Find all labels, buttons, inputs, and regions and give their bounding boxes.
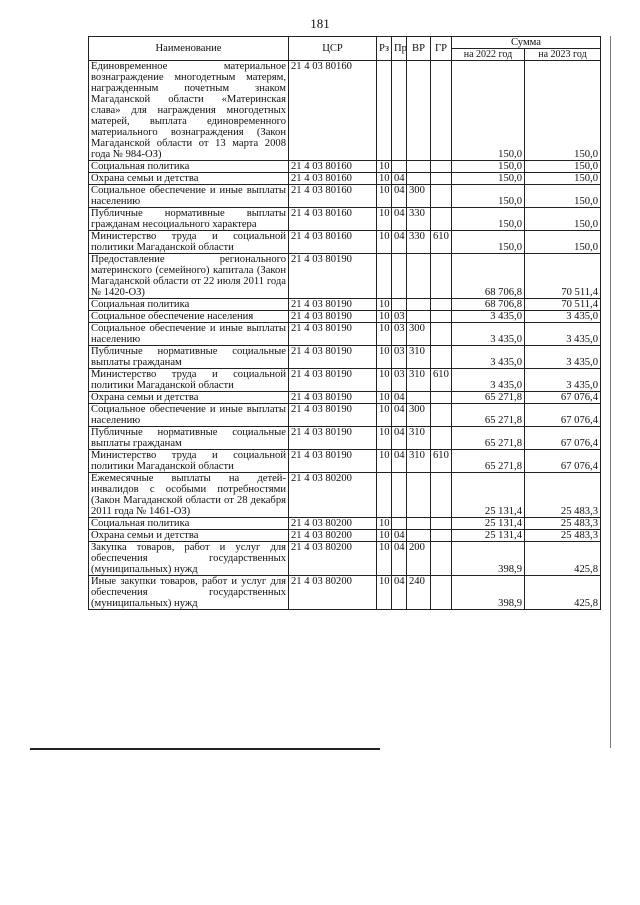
table-row: [89, 299, 601, 311]
cell-vr: [407, 518, 431, 530]
cell-s2022: 150,0: [452, 61, 525, 161]
cell-rz: 10: [377, 346, 392, 369]
cell-gr: [431, 311, 452, 323]
cell-rz: 10: [377, 392, 392, 404]
cell-s2022: 65 271,8: [452, 450, 525, 473]
cell-gr: [431, 427, 452, 450]
cell-pr: 03: [392, 369, 407, 392]
cell-vr: [407, 530, 431, 542]
cell-gr: [431, 530, 452, 542]
table-row: [89, 392, 601, 404]
header-rz: Рз: [377, 37, 392, 61]
cell-csr: 21 4 03 80160: [289, 61, 377, 161]
cell-s2023: 150,0: [525, 61, 601, 161]
cell-s2023: 67 076,4: [525, 450, 601, 473]
cell-rz: 10: [377, 323, 392, 346]
cell-vr: [407, 254, 431, 299]
table-row: [89, 254, 601, 299]
cell-csr: 21 4 03 80160: [289, 231, 377, 254]
cell-s2022: 3 435,0: [452, 346, 525, 369]
cell-s2022: 68 706,8: [452, 254, 525, 299]
cell-pr: 03: [392, 346, 407, 369]
cell-vr: 310: [407, 450, 431, 473]
cell-s2022: 65 271,8: [452, 392, 525, 404]
cell-s2023: 25 483,3: [525, 518, 601, 530]
cell-vr: [407, 473, 431, 518]
cell-pr: 03: [392, 311, 407, 323]
cell-name: Министерство труда и социальной политики Магаданской области: [89, 369, 289, 392]
cell-s2023: 150,0: [525, 173, 601, 185]
cell-s2023: 3 435,0: [525, 323, 601, 346]
cell-pr: 04: [392, 173, 407, 185]
cell-rz: 10: [377, 450, 392, 473]
table-row: [89, 346, 601, 369]
cell-s2022: 150,0: [452, 231, 525, 254]
cell-pr: 04: [392, 530, 407, 542]
cell-vr: 330: [407, 231, 431, 254]
cell-gr: [431, 299, 452, 311]
cell-name: Публичные нормативные выплаты гражданам несоциального характера: [89, 208, 289, 231]
header-vr: ВР: [407, 37, 431, 61]
cell-vr: 300: [407, 185, 431, 208]
table-row: [89, 473, 601, 518]
cell-gr: 610: [431, 450, 452, 473]
cell-rz: 10: [377, 576, 392, 610]
cell-name: Социальная политика: [89, 518, 289, 530]
cell-rz: [377, 254, 392, 299]
cell-s2023: 67 076,4: [525, 392, 601, 404]
cell-name: Социальное обеспечение и иные выплаты населению: [89, 323, 289, 346]
cell-s2022: 150,0: [452, 161, 525, 173]
cell-csr: 21 4 03 80200: [289, 530, 377, 542]
cell-csr: 21 4 03 80190: [289, 369, 377, 392]
cell-pr: [392, 299, 407, 311]
cell-gr: [431, 346, 452, 369]
cell-rz: 10: [377, 161, 392, 173]
table-row: [89, 161, 601, 173]
budget-table: [88, 36, 601, 610]
cell-name: Ежемесячные выплаты на детей-инвалидов с особыми потребностями (Закон Магаданской области от 28 декабря 2011 года № 1461-ОЗ): [89, 473, 289, 518]
cell-csr: 21 4 03 80160: [289, 173, 377, 185]
header-sum-2022: на 2022 год: [452, 49, 525, 61]
cell-rz: 10: [377, 208, 392, 231]
cell-name: Иные закупки товаров, работ и услуг для обеспечения государственных (муниципальных) нужд: [89, 576, 289, 610]
table-row: [89, 450, 601, 473]
cell-vr: 310: [407, 369, 431, 392]
cell-s2022: 398,9: [452, 542, 525, 576]
cell-gr: [431, 404, 452, 427]
cell-pr: 04: [392, 392, 407, 404]
cell-pr: 04: [392, 404, 407, 427]
cell-csr: 21 4 03 80190: [289, 299, 377, 311]
cell-gr: [431, 161, 452, 173]
cell-csr: 21 4 03 80190: [289, 346, 377, 369]
cell-name: Публичные нормативные социальные выплаты гражданам: [89, 346, 289, 369]
header-sum: Сумма: [452, 37, 601, 49]
cell-csr: 21 4 03 80160: [289, 161, 377, 173]
cell-rz: 10: [377, 185, 392, 208]
cell-pr: [392, 473, 407, 518]
cell-name: Социальная политика: [89, 161, 289, 173]
cell-rz: 10: [377, 542, 392, 576]
cell-vr: 240: [407, 576, 431, 610]
cell-pr: 04: [392, 542, 407, 576]
cell-csr: 21 4 03 80190: [289, 323, 377, 346]
cell-csr: 21 4 03 80200: [289, 518, 377, 530]
cell-name: Социальное обеспечение и иные выплаты населению: [89, 404, 289, 427]
cell-rz: [377, 473, 392, 518]
cell-gr: [431, 542, 452, 576]
table-row: [89, 231, 601, 254]
cell-rz: 10: [377, 530, 392, 542]
cell-s2023: 67 076,4: [525, 404, 601, 427]
cell-vr: 310: [407, 346, 431, 369]
cell-csr: 21 4 03 80190: [289, 254, 377, 299]
table-row: [89, 185, 601, 208]
cell-pr: 04: [392, 231, 407, 254]
cell-csr: 21 4 03 80200: [289, 576, 377, 610]
table-row: [89, 542, 601, 576]
cell-pr: 04: [392, 185, 407, 208]
budget-table-container: [88, 36, 600, 610]
cell-gr: [431, 61, 452, 161]
cell-s2022: 150,0: [452, 173, 525, 185]
header-csr: ЦСР: [289, 37, 377, 61]
cell-rz: 10: [377, 518, 392, 530]
cell-gr: [431, 173, 452, 185]
cell-gr: 610: [431, 231, 452, 254]
cell-s2022: 68 706,8: [452, 299, 525, 311]
cell-s2023: 70 511,4: [525, 299, 601, 311]
cell-rz: 10: [377, 299, 392, 311]
cell-pr: 04: [392, 208, 407, 231]
cell-name: Министерство труда и социальной политики Магаданской области: [89, 450, 289, 473]
page-number: 181: [310, 16, 330, 31]
cell-s2022: 150,0: [452, 185, 525, 208]
table-body: [89, 61, 601, 610]
header-pr: Пр: [392, 37, 407, 61]
table-row: [89, 518, 601, 530]
cell-name: Охрана семьи и детства: [89, 392, 289, 404]
cell-csr: 21 4 03 80190: [289, 404, 377, 427]
cell-csr: 21 4 03 80190: [289, 392, 377, 404]
cell-vr: 330: [407, 208, 431, 231]
cell-pr: [392, 61, 407, 161]
table-row: [89, 404, 601, 427]
header-gr: ГР: [431, 37, 452, 61]
cell-pr: [392, 518, 407, 530]
header-name: Наименование: [89, 37, 289, 61]
cell-rz: 10: [377, 427, 392, 450]
cell-s2022: 25 131,4: [452, 473, 525, 518]
cell-name: Закупка товаров, работ и услуг для обеспечения государственных (муниципальных) нужд: [89, 542, 289, 576]
table-row: [89, 323, 601, 346]
cell-csr: 21 4 03 80160: [289, 185, 377, 208]
cell-s2023: 150,0: [525, 185, 601, 208]
cell-vr: [407, 299, 431, 311]
cell-name: Предоставление регионального материнского (семейного) капитала (Закон Магаданской области от 22 июля 2011 года № 1420-ОЗ): [89, 254, 289, 299]
cell-s2022: 65 271,8: [452, 427, 525, 450]
cell-csr: 21 4 03 80200: [289, 473, 377, 518]
cell-s2022: 3 435,0: [452, 369, 525, 392]
cell-gr: [431, 254, 452, 299]
cell-vr: [407, 173, 431, 185]
cell-name: Охрана семьи и детства: [89, 530, 289, 542]
cell-csr: 21 4 03 80190: [289, 427, 377, 450]
cell-vr: [407, 161, 431, 173]
cell-vr: 200: [407, 542, 431, 576]
cell-gr: [431, 208, 452, 231]
cell-vr: 300: [407, 404, 431, 427]
table-row: [89, 427, 601, 450]
cell-gr: [431, 185, 452, 208]
cell-csr: 21 4 03 80190: [289, 450, 377, 473]
cell-csr: 21 4 03 80200: [289, 542, 377, 576]
cell-name: Социальное обеспечение и иные выплаты населению: [89, 185, 289, 208]
cell-gr: 610: [431, 369, 452, 392]
cell-gr: [431, 518, 452, 530]
cell-rz: 10: [377, 311, 392, 323]
cell-s2023: 150,0: [525, 231, 601, 254]
cell-vr: 300: [407, 323, 431, 346]
cell-name: Социальная политика: [89, 299, 289, 311]
cell-vr: [407, 311, 431, 323]
cell-pr: 03: [392, 323, 407, 346]
cell-rz: 10: [377, 173, 392, 185]
cell-s2023: 67 076,4: [525, 427, 601, 450]
cell-rz: 10: [377, 231, 392, 254]
table-row: [89, 61, 601, 161]
cell-pr: 04: [392, 576, 407, 610]
cell-s2023: 70 511,4: [525, 254, 601, 299]
cell-vr: [407, 61, 431, 161]
cell-gr: [431, 323, 452, 346]
cell-csr: 21 4 03 80190: [289, 311, 377, 323]
table-row: [89, 369, 601, 392]
scan-edge-line: [610, 36, 611, 748]
cell-s2023: 3 435,0: [525, 311, 601, 323]
cell-s2022: 3 435,0: [452, 323, 525, 346]
cell-rz: 10: [377, 369, 392, 392]
cell-s2022: 25 131,4: [452, 518, 525, 530]
cell-vr: [407, 392, 431, 404]
cell-s2023: 3 435,0: [525, 346, 601, 369]
cell-s2022: 3 435,0: [452, 311, 525, 323]
cell-name: Охрана семьи и детства: [89, 173, 289, 185]
cell-rz: 10: [377, 404, 392, 427]
cell-s2023: 425,8: [525, 542, 601, 576]
cell-s2023: 150,0: [525, 208, 601, 231]
footer-rule: [30, 748, 380, 750]
table-header-row: [89, 37, 601, 49]
cell-name: Социальное обеспечение населения: [89, 311, 289, 323]
table-row: [89, 311, 601, 323]
cell-s2023: 25 483,3: [525, 473, 601, 518]
cell-name: Публичные нормативные социальные выплаты гражданам: [89, 427, 289, 450]
cell-s2023: 425,8: [525, 576, 601, 610]
header-sum-2023: на 2023 год: [525, 49, 601, 61]
cell-s2023: 3 435,0: [525, 369, 601, 392]
table-row: [89, 530, 601, 542]
cell-gr: [431, 392, 452, 404]
cell-s2022: 65 271,8: [452, 404, 525, 427]
cell-pr: [392, 254, 407, 299]
cell-gr: [431, 576, 452, 610]
cell-name: Единовременное материальное вознаграждение многодетным матерям, награжденным почетным знаком Магаданской области «Материнская слава» для награждения многодетных матерей, выплата единовременного материального вознаграждения (Закон Магаданской области от 13 марта 2008 года № 984-ОЗ): [89, 61, 289, 161]
cell-csr: 21 4 03 80160: [289, 208, 377, 231]
cell-s2023: 25 483,3: [525, 530, 601, 542]
cell-pr: 04: [392, 427, 407, 450]
cell-pr: 04: [392, 450, 407, 473]
cell-gr: [431, 473, 452, 518]
table-row: [89, 208, 601, 231]
cell-name: Министерство труда и социальной политики Магаданской области: [89, 231, 289, 254]
cell-pr: [392, 161, 407, 173]
cell-s2022: 150,0: [452, 208, 525, 231]
cell-s2023: 150,0: [525, 161, 601, 173]
table-row: [89, 576, 601, 610]
cell-vr: 310: [407, 427, 431, 450]
cell-s2022: 25 131,4: [452, 530, 525, 542]
cell-rz: [377, 61, 392, 161]
table-row: [89, 173, 601, 185]
cell-s2022: 398,9: [452, 576, 525, 610]
